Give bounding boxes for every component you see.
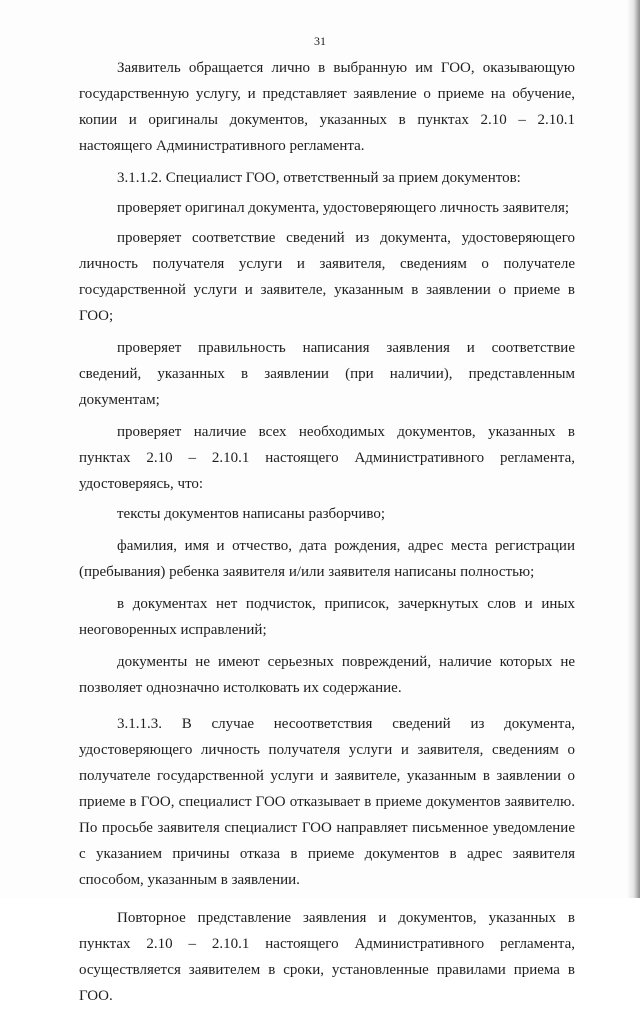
paragraph-check-identity-document: проверяет оригинал документа, удостоверяющего личность заявителя; — [117, 200, 570, 216]
paragraph-full-names-written: фамилия, имя и отчество, дата рождения, адрес места регистрации (пребывания) ребенка заявителя и/или заявителя написаны полностью; — [79, 538, 575, 580]
page-number: 31 — [314, 34, 326, 48]
scan-page-edge — [626, 0, 640, 898]
document-body — [79, 55, 575, 1009]
paragraph-3-1-1-3-refusal: 3.1.1.3. В случае несоответствия сведений из документа, удостоверяющего личность получателя услуги и заявителя, сведениям о получателе государственной услуги и заявителе, указанным в заявлении о приеме в ГОО, специалист ГОО отказывает в приеме документов заявителю. По просьбе заявителя специалист ГОО направляет письменное уведомление с указанием причины отказа в приеме документов в адрес заявителя способом, указанным в заявлении. — [79, 716, 575, 888]
paragraph-no-corrections: в документах нет подчисток, приписок, зачеркнутых слов и иных неоговоренных исправлений; — [79, 596, 575, 638]
paragraph-applicant-visit: Заявитель обращается лично в выбранную им ГОО, оказывающую государственную услугу, и представляет заявление о приеме на обучение, копии и оригиналы документов, указанных в пунктах 2.10 – 2.10.1 настоящего Административного регламента. — [79, 60, 575, 154]
paragraph-resubmission: Повторное представление заявления и документов, указанных в пунктах 2.10 – 2.10.1 настоящего Административного регламента, осуществляется заявителем в сроки, установленные правилами приема в ГОО. — [79, 910, 575, 1004]
paragraph-3-1-1-2-heading: 3.1.1.2. Специалист ГОО, ответственный за прием документов: — [117, 170, 521, 186]
paragraph-check-required-documents: проверяет наличие всех необходимых документов, указанных в пунктах 2.10 – 2.10.1 настоящего Административного регламента, удостоверяясь, что: — [79, 424, 575, 492]
paragraph-check-data-match: проверяет соответствие сведений из документа, удостоверяющего личность получателя услуги и заявителя, сведениям о получателе государственной услуги и заявителе, указанным в заявлении о приеме в ГОО; — [79, 230, 575, 324]
paragraph-legible-texts: тексты документов написаны разборчиво; — [117, 506, 386, 522]
paragraph-no-damage: документы не имеют серьезных повреждений, наличие которых не позволяет однозначно истолковать их содержание. — [79, 654, 575, 696]
paragraph-check-application-correctness: проверяет правильность написания заявления и соответствие сведений, указанных в заявлении (при наличии), представленным документам; — [79, 340, 575, 408]
